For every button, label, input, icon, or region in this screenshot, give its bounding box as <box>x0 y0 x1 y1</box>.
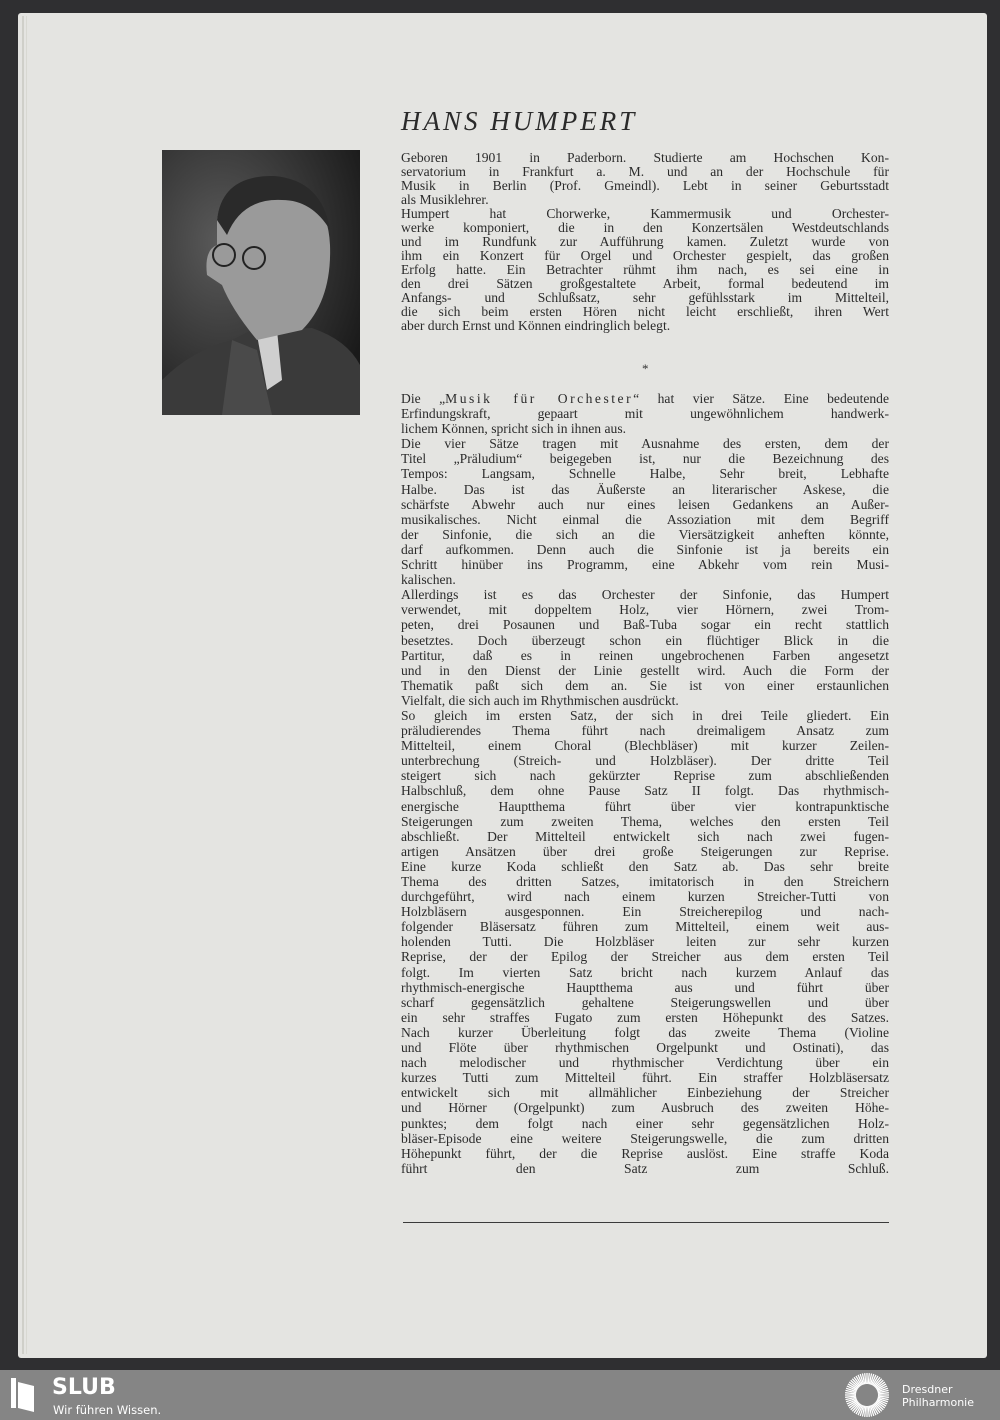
text-line: den drei Sätzen großgestaltete Arbeit, formal bedeutend im <box>401 276 889 291</box>
text-fragment: “ hat vier Sätze. Eine bedeutende <box>633 391 890 406</box>
text-line: scharf gegensätzlich gehaltene Steigerungswellen und über <box>401 994 889 1010</box>
text-line: peten, drei Posaunen und Baß-Tuba sogar ein recht stattlich <box>401 617 889 633</box>
text-line: Mittelteil, einem Choral (Blechbläser) mit kurzer Zeilen- <box>401 738 889 754</box>
text-line: Tempos: Langsam, Schnelle Halbe, Sehr breit, Lebhafte <box>401 466 889 482</box>
text-line: Thematik paßt sich dem an. Sie ist von einer erstaunlichen <box>401 677 889 693</box>
text-line: kurzes Tutti zum Mittelteil führt. Ein straffer Holzbläsersatz <box>401 1070 889 1086</box>
text-line: und im Rundfunk zur Aufführung kamen. Zuletzt wurde von <box>401 234 889 249</box>
biography <box>401 151 889 333</box>
text-line: energische Hauptthema führt über vier kontrapunktische <box>401 798 889 814</box>
text-line: Erfolg hatte. Ein Betrachter rühmt ihm nach, es sei eine in <box>401 262 889 277</box>
text-line: Höhepunkt führt, der die Reprise auslöst. Eine straffe Koda <box>401 1145 889 1161</box>
text-line: schärfste Abwehr auch nur eines leisen Gedankens an Außer- <box>401 496 889 512</box>
text-fragment: Die „ <box>401 391 446 406</box>
work-title: Musik für Orchester <box>445 391 634 406</box>
text-line: Schritt hinüber ins Programm, eine Abkehr vom rein Musi- <box>401 557 889 573</box>
text-line: Reprise, der der Epilog der Streicher aus dem ersten Teil <box>401 949 889 965</box>
portrait-photo <box>162 150 360 415</box>
text-line: folgender Bläsersatz führen zum Mittelteil, einem weit aus- <box>401 919 889 935</box>
text-line: Anfangs- und Schlußsatz, sehr gefühlsstark im Mittelteil, <box>401 290 889 305</box>
text-line: Humpert hat Chorwerke, Kammermusik und Orchester- <box>401 206 889 221</box>
text-line: Thema des dritten Satzes, imitatorisch in den Streichern <box>401 874 889 889</box>
text-line: punktes; dem folgt nach einer sehr gegensätzlichen Holz- <box>401 1115 889 1131</box>
text-line: die sich beim ersten Hören nicht leicht erschließt, ihren Wert <box>401 304 889 319</box>
text-line: und Hörner (Orgelpunkt) zum Ausbruch des zweiten Höhe- <box>401 1100 889 1116</box>
text-line: servatorium in Frankfurt a. M. und an der Hochschule für <box>401 164 889 179</box>
text-line <box>401 391 889 406</box>
text-line: besetztes. Doch überzeugt schon ein flüchtiger Blick in die <box>401 632 889 648</box>
text-line: Geboren 1901 in Paderborn. Studierte am Hochschen Kon- <box>401 150 889 165</box>
page-edge <box>22 16 24 1354</box>
text-line: Die vier Sätze tragen mit Ausnahme des ersten, dem der <box>401 436 889 452</box>
text-line: werke komponiert, die in den Konzertsälen Westdeutschlands <box>401 220 889 235</box>
text-line: nach melodischer und rhythmischer Verdichtung über ein <box>401 1055 889 1071</box>
text-line: abschließt. Der Mittelteil entwickelt sich nach zwei fugen- <box>401 828 889 844</box>
philharmonie-line2: Philharmonie <box>902 1396 974 1409</box>
text-line: So gleich im ersten Satz, der sich in drei Teile gliedert. Ein <box>401 707 889 723</box>
text-line: steigert sich nach gekürzter Reprise zum abschließenden <box>401 768 889 784</box>
text-line: Erfindungskraft, gepaart mit ungewöhnlichem handwerk- <box>401 406 889 422</box>
page-title: HANS HUMPERT <box>401 106 638 136</box>
text-line: verwendet, mit doppeltem Holz, vier Hörnern, zwei Trom- <box>401 602 889 618</box>
text-line: Nach kurzer Überleitung folgt das zweite Thema (Violine <box>401 1024 889 1040</box>
text-line: folgt. Im vierten Satz bricht nach kurzem Anlauf das <box>401 964 889 980</box>
text-line: Musik in Berlin (Prof. Gmeindl). Lebt in seiner Geburtsstadt <box>401 178 889 193</box>
text-line: der Sinfonie, die sich an die Viersätzigkeit anheften könnte, <box>401 526 889 542</box>
text-line: Titel „Präludium“ beigegeben ist, nur die Bezeichnung des <box>401 451 889 467</box>
footer-bar <box>0 1370 1000 1420</box>
section-separator: * <box>642 361 649 376</box>
text-line: aber durch Ernst und Können eindringlich belegt. <box>401 318 671 333</box>
text-line: ihm ein Konzert für Orgel und Orchester gespielt, das großen <box>401 248 889 263</box>
text-line: und in den Dienst der Linie gestellt wird. Auch die Form der <box>401 662 889 678</box>
text-line: Holzbläsern ausgesponnen. Ein Streicherepilog und nach- <box>401 904 889 920</box>
text-line: musikalisches. Nicht einmal die Assoziation mit dem Begriff <box>401 511 889 527</box>
text-line: lichem Können, spricht sich in ihnen aus. <box>401 421 627 437</box>
text-line: Allerdings ist es das Orchester der Sinfonie, das Humpert <box>401 587 889 603</box>
text-line: artigen Ansätzen über drei große Steigerungen zur Reprise. <box>401 843 889 859</box>
text-line: unterbrechung (Streich- und Holzbläser). Der dritte Teil <box>401 753 889 769</box>
text-line: entwickelt sich mit allmählicher Einbeziehung der Streicher <box>401 1085 889 1101</box>
text-line: kalischen. <box>401 572 456 588</box>
text-line: Steigerungen zum zweiten Thema, welches den ersten Teil <box>401 813 889 829</box>
text-line: Halbe. Das ist das Äußerste an literarischer Askese, die <box>401 481 889 497</box>
philharmonie-logo-icon <box>841 1371 893 1419</box>
text-line: Vielfalt, die sich auch im Rhythmischen ausdrückt. <box>401 692 679 708</box>
text-line: Halbschluß, dem ohne Pause Satz II folgt. Das rhythmisch- <box>401 783 889 799</box>
slub-brand[interactable]: SLUB <box>52 1375 116 1400</box>
horizontal-rule <box>403 1222 889 1223</box>
text-line: führt den Satz zum Schluß. <box>401 1160 889 1176</box>
text-line: präludierendes Thema führt nach dreimaligem Ansatz zum <box>401 723 889 739</box>
text-line: Partitur, daß es in reinen ungebrochenen Farben angesetzt <box>401 647 889 663</box>
page-edge <box>26 16 27 1354</box>
text-line: durchgeführt, wird nach einem kurzen Streicher-Tutti von <box>401 889 889 905</box>
work-description <box>401 391 889 1176</box>
philharmonie-brand[interactable] <box>902 1383 974 1409</box>
text-line: als Musiklehrer. <box>401 192 489 207</box>
slub-tagline: Wir führen Wissen. <box>53 1403 162 1417</box>
text-line: holenden Tutti. Die Holzbläser leiten zur sehr kurzen <box>401 934 889 950</box>
text-line: darf aufkommen. Denn auch die Sinfonie ist ja bereits ein <box>401 541 889 557</box>
slub-logo-icon <box>8 1378 40 1412</box>
text-line: und Flöte über rhythmischen Orgelpunkt und Ostinati), das <box>401 1040 889 1056</box>
philharmonie-line1: Dresdner <box>902 1383 953 1396</box>
text-line: Eine kurze Koda schließt den Satz ab. Das sehr breite <box>401 858 889 874</box>
text-line: rhythmisch-energische Hauptthema aus und führt über <box>401 979 889 995</box>
text-line: ein sehr straffes Fugato zum ersten Höhepunkt des Satzes. <box>401 1009 889 1025</box>
text-line: bläser-Episode eine weitere Steigerungswelle, die zum dritten <box>401 1130 889 1146</box>
